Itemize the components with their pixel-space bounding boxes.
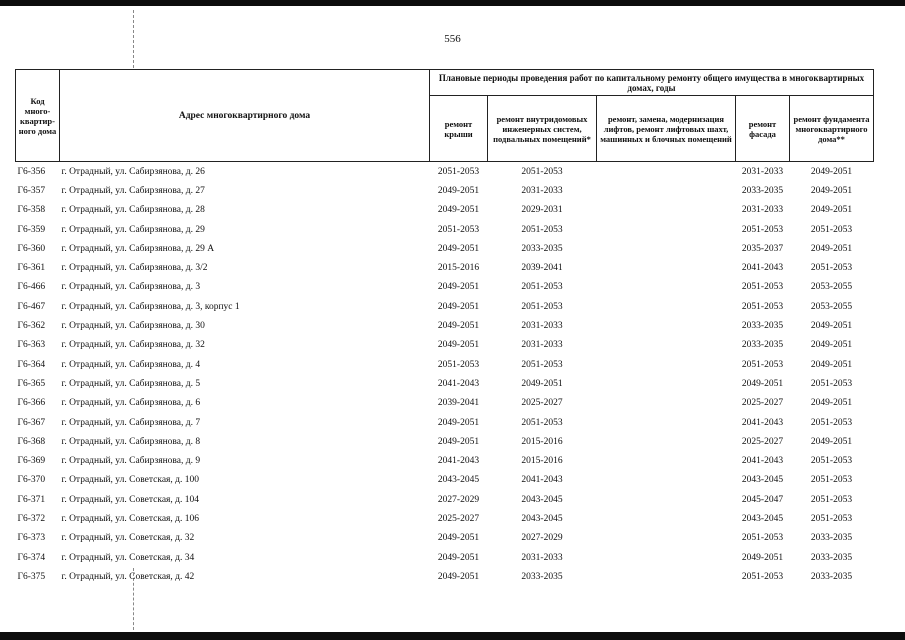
table-row — [16, 336, 874, 355]
cell-facade: 2041-2043 — [741, 456, 784, 467]
capital-repair-schedule-table — [15, 69, 874, 587]
table-row — [16, 451, 874, 470]
cell-roof: 2051-2053 — [437, 359, 480, 370]
cell-address: г. Отрадный, ул. Сабирзянова, д. 3/2 — [61, 263, 208, 274]
cell-roof: 2049-2051 — [437, 340, 480, 351]
top-border-bar — [0, 0, 905, 6]
cell-facade: 2051-2053 — [741, 301, 784, 312]
table-body — [16, 162, 874, 587]
cell-code: Г6-363 — [17, 340, 46, 351]
cell-facade: 2033-2035 — [741, 321, 784, 332]
cell-facade: 2051-2053 — [741, 282, 784, 293]
cell-lifts — [597, 181, 736, 200]
cell-facade: 2049-2051 — [741, 552, 784, 563]
cell-systems: 2051-2053 — [488, 162, 597, 182]
table-row — [16, 548, 874, 567]
table-row — [16, 567, 874, 586]
table-row — [16, 220, 874, 239]
cell-code: Г6-356 — [16, 162, 60, 182]
header-facade: ремонт фасада — [736, 96, 790, 162]
cell-lifts — [597, 490, 736, 509]
cell-facade: 2033-2035 — [741, 340, 784, 351]
cell-address: г. Отрадный, ул. Сабирзянова, д. 6 — [61, 398, 201, 409]
cell-roof: 2049-2051 — [437, 301, 480, 312]
cell-facade: 2051-2053 — [741, 571, 784, 582]
cell-systems: 2043-2045 — [521, 494, 563, 505]
cell-foundation: 2033-2035 — [810, 552, 853, 563]
cell-foundation: 2049-2051 — [810, 321, 853, 332]
cell-systems: 2033-2035 — [521, 243, 563, 254]
cell-systems: 2039-2041 — [521, 263, 563, 274]
bottom-border-bar — [0, 632, 905, 640]
cell-roof: 2043-2045 — [437, 475, 480, 486]
cell-systems: 2033-2035 — [521, 571, 563, 582]
cell-roof: 2049-2051 — [437, 552, 480, 563]
cell-lifts — [597, 220, 736, 239]
cell-systems: 2051-2053 — [521, 282, 563, 293]
cell-foundation: 2049-2051 — [810, 359, 853, 370]
cell-foundation: 2033-2035 — [810, 571, 853, 582]
page-number: 556 — [444, 33, 461, 45]
cell-address: г. Отрадный, ул. Сабирзянова, д. 7 — [61, 417, 201, 428]
cell-systems: 2051-2053 — [521, 359, 563, 370]
cell-facade: 2031-2033 — [736, 162, 790, 182]
cell-address: г. Отрадный, ул. Сабирзянова, д. 5 — [61, 378, 201, 389]
cell-roof: 2049-2051 — [437, 533, 480, 544]
cell-code: Г6-366 — [17, 398, 46, 409]
cell-foundation: 2051-2053 — [810, 224, 853, 235]
cell-lifts — [597, 297, 736, 316]
cell-lifts — [597, 451, 736, 470]
cell-address: г. Отрадный, ул. Советская, д. 104 — [61, 494, 199, 505]
cell-roof: 2049-2051 — [437, 185, 480, 196]
cell-facade: 2025-2027 — [741, 398, 784, 409]
cell-systems: 2031-2033 — [521, 340, 563, 351]
cell-lifts — [597, 316, 736, 335]
cell-roof: 2049-2051 — [437, 282, 480, 293]
cell-lifts — [597, 413, 736, 432]
cell-code: Г6-373 — [17, 533, 46, 544]
cell-lifts — [597, 239, 736, 258]
table-row — [16, 297, 874, 316]
cell-code: Г6-365 — [17, 378, 46, 389]
table-row — [16, 316, 874, 335]
cell-lifts — [597, 258, 736, 277]
cell-address: г. Отрадный, ул. Сабирзянова, д. 4 — [61, 359, 201, 370]
table-row — [16, 413, 874, 432]
cell-lifts — [597, 336, 736, 355]
table-row — [16, 490, 874, 509]
cell-roof: 2049-2051 — [437, 571, 480, 582]
table-row — [16, 374, 874, 393]
cell-foundation: 2049-2051 — [810, 398, 853, 409]
cell-code: Г6-370 — [17, 475, 46, 486]
cell-address: г. Отрадный, ул. Советская, д. 100 — [61, 475, 199, 486]
cell-facade: 2051-2053 — [741, 533, 784, 544]
cell-roof: 2051-2053 — [437, 224, 480, 235]
cell-code: Г6-360 — [17, 243, 46, 254]
cell-facade: 2045-2047 — [741, 494, 784, 505]
table-row — [16, 181, 874, 200]
cell-address: г. Отрадный, ул. Советская, д. 34 — [61, 552, 195, 563]
header-periods-title: Плановые периоды проведения работ по капитальному ремонту общего имущества в многоквартирных домах, годы — [430, 70, 874, 96]
cell-systems: 2041-2043 — [521, 475, 563, 486]
cell-foundation: 2033-2035 — [810, 533, 853, 544]
cell-systems: 2031-2033 — [521, 185, 563, 196]
cell-foundation: 2049-2051 — [810, 243, 853, 254]
cell-address: г. Отрадный, ул. Сабирзянова, д. 3, корпус 1 — [61, 301, 240, 312]
header-roof: ремонт крыши — [430, 96, 488, 162]
cell-roof: 2015-2016 — [437, 263, 480, 274]
table-row — [16, 162, 874, 182]
cell-code: Г6-364 — [17, 359, 46, 370]
header-foundation: ремонт фундамента многоквартирного дома** — [790, 96, 874, 162]
table-row — [16, 278, 874, 297]
cell-code: Г6-359 — [17, 224, 46, 235]
cell-roof: 2039-2041 — [437, 398, 480, 409]
cell-address: г. Отрадный, ул. Советская, д. 106 — [61, 513, 199, 524]
cell-code: Г6-467 — [17, 301, 46, 312]
cell-roof: 2025-2027 — [437, 513, 480, 524]
cell-lifts — [597, 567, 736, 586]
cell-address: г. Отрадный, ул. Сабирзянова, д. 27 — [61, 185, 205, 196]
cell-systems: 2031-2033 — [521, 321, 563, 332]
cell-foundation: 2049-2051 — [810, 436, 853, 447]
cell-foundation: 2051-2053 — [810, 263, 853, 274]
cell-code: Г6-374 — [17, 552, 46, 563]
cell-address: г. Отрадный, ул. Сабирзянова, д. 26 — [60, 162, 430, 182]
cell-address: г. Отрадный, ул. Сабирзянова, д. 3 — [61, 282, 201, 293]
cell-code: Г6-358 — [17, 205, 46, 216]
cell-address: г. Отрадный, ул. Сабирзянова, д. 30 — [61, 321, 205, 332]
cell-lifts — [597, 548, 736, 567]
cell-foundation: 2051-2053 — [810, 417, 853, 428]
table-row — [16, 201, 874, 220]
cell-foundation: 2051-2053 — [810, 456, 853, 467]
table-row — [16, 432, 874, 451]
cell-systems: 2029-2031 — [521, 205, 563, 216]
cell-roof: 2051-2053 — [430, 162, 488, 182]
cell-code: Г6-367 — [17, 417, 46, 428]
cell-systems: 2049-2051 — [521, 378, 563, 389]
cell-lifts — [597, 162, 736, 182]
cell-lifts — [597, 278, 736, 297]
header-systems: ремонт внутридомовых инженерных систем, подвальных помещений* — [488, 96, 597, 162]
cell-facade: 2051-2053 — [741, 359, 784, 370]
cell-roof: 2041-2043 — [437, 378, 480, 389]
cell-foundation: 2049-2051 — [810, 205, 853, 216]
cell-systems: 2051-2053 — [521, 224, 563, 235]
cell-systems: 2043-2045 — [521, 513, 563, 524]
cell-lifts — [597, 509, 736, 528]
cell-facade: 2043-2045 — [741, 513, 784, 524]
cell-facade: 2025-2027 — [741, 436, 784, 447]
cell-facade: 2033-2035 — [741, 185, 784, 196]
cell-roof: 2049-2051 — [437, 436, 480, 447]
cell-foundation: 2051-2053 — [810, 494, 853, 505]
cell-roof: 2049-2051 — [437, 417, 480, 428]
cell-lifts — [597, 355, 736, 374]
cell-lifts — [597, 394, 736, 413]
cell-facade: 2041-2043 — [741, 263, 784, 274]
cell-lifts — [597, 201, 736, 220]
table-row — [16, 355, 874, 374]
cell-roof: 2041-2043 — [437, 456, 480, 467]
cell-facade: 2031-2033 — [741, 205, 784, 216]
cell-code: Г6-361 — [17, 263, 46, 274]
cell-address: г. Отрадный, ул. Сабирзянова, д. 28 — [61, 205, 205, 216]
cell-roof: 2049-2051 — [437, 205, 480, 216]
cell-systems: 2015-2016 — [521, 456, 563, 467]
cell-address: г. Отрадный, ул. Сабирзянова, д. 29 — [61, 224, 205, 235]
cell-foundation: 2051-2053 — [810, 378, 853, 389]
cell-facade: 2035-2037 — [741, 243, 784, 254]
cell-foundation: 2053-2055 — [810, 301, 853, 312]
cell-roof: 2049-2051 — [437, 321, 480, 332]
table-row — [16, 509, 874, 528]
cell-address: г. Отрадный, ул. Советская, д. 42 — [61, 571, 195, 582]
cell-code: Г6-466 — [17, 282, 46, 293]
cell-code: Г6-375 — [17, 571, 46, 582]
header-address: Адрес многоквартирного дома — [60, 70, 430, 162]
cell-roof: 2049-2051 — [437, 243, 480, 254]
cell-foundation: 2049-2051 — [790, 162, 874, 182]
cell-systems: 2031-2033 — [521, 552, 563, 563]
table-row — [16, 471, 874, 490]
cell-address: г. Отрадный, ул. Советская, д. 32 — [61, 533, 195, 544]
cell-systems: 2025-2027 — [521, 398, 563, 409]
cell-code: Г6-357 — [17, 185, 46, 196]
cell-foundation: 2051-2053 — [810, 475, 853, 486]
cell-code: Г6-362 — [17, 321, 46, 332]
table-row — [16, 529, 874, 548]
cell-systems: 2015-2016 — [521, 436, 563, 447]
cell-foundation: 2049-2051 — [810, 340, 853, 351]
cell-address: г. Отрадный, ул. Сабирзянова, д. 29 А — [61, 243, 215, 254]
cell-address: г. Отрадный, ул. Сабирзянова, д. 8 — [61, 436, 201, 447]
table-row — [16, 394, 874, 413]
cell-code: Г6-372 — [17, 513, 46, 524]
cell-foundation: 2051-2053 — [810, 513, 853, 524]
cell-lifts — [597, 374, 736, 393]
cell-address: г. Отрадный, ул. Сабирзянова, д. 32 — [61, 340, 205, 351]
cell-roof: 2027-2029 — [437, 494, 480, 505]
cell-lifts — [597, 432, 736, 451]
table-row — [16, 239, 874, 258]
cell-facade: 2051-2053 — [741, 224, 784, 235]
cell-address: г. Отрадный, ул. Сабирзянова, д. 9 — [61, 456, 201, 467]
cell-facade: 2049-2051 — [741, 378, 784, 389]
table-row — [16, 258, 874, 277]
cell-systems: 2051-2053 — [521, 417, 563, 428]
cell-foundation: 2049-2051 — [810, 185, 853, 196]
header-code: Код много-квартир-ного дома — [16, 70, 60, 162]
cell-facade: 2041-2043 — [741, 417, 784, 428]
cell-systems: 2051-2053 — [521, 301, 563, 312]
cell-foundation: 2053-2055 — [810, 282, 853, 293]
header-lifts: ремонт, замена, модернизация лифтов, ремонт лифтовых шахт, машинных и блочных помещений — [597, 96, 736, 162]
cell-code: Г6-369 — [17, 456, 46, 467]
cell-lifts — [597, 471, 736, 490]
cell-code: Г6-368 — [17, 436, 46, 447]
cell-systems: 2027-2029 — [521, 533, 563, 544]
cell-facade: 2043-2045 — [741, 475, 784, 486]
cell-lifts — [597, 529, 736, 548]
cell-code: Г6-371 — [17, 494, 46, 505]
